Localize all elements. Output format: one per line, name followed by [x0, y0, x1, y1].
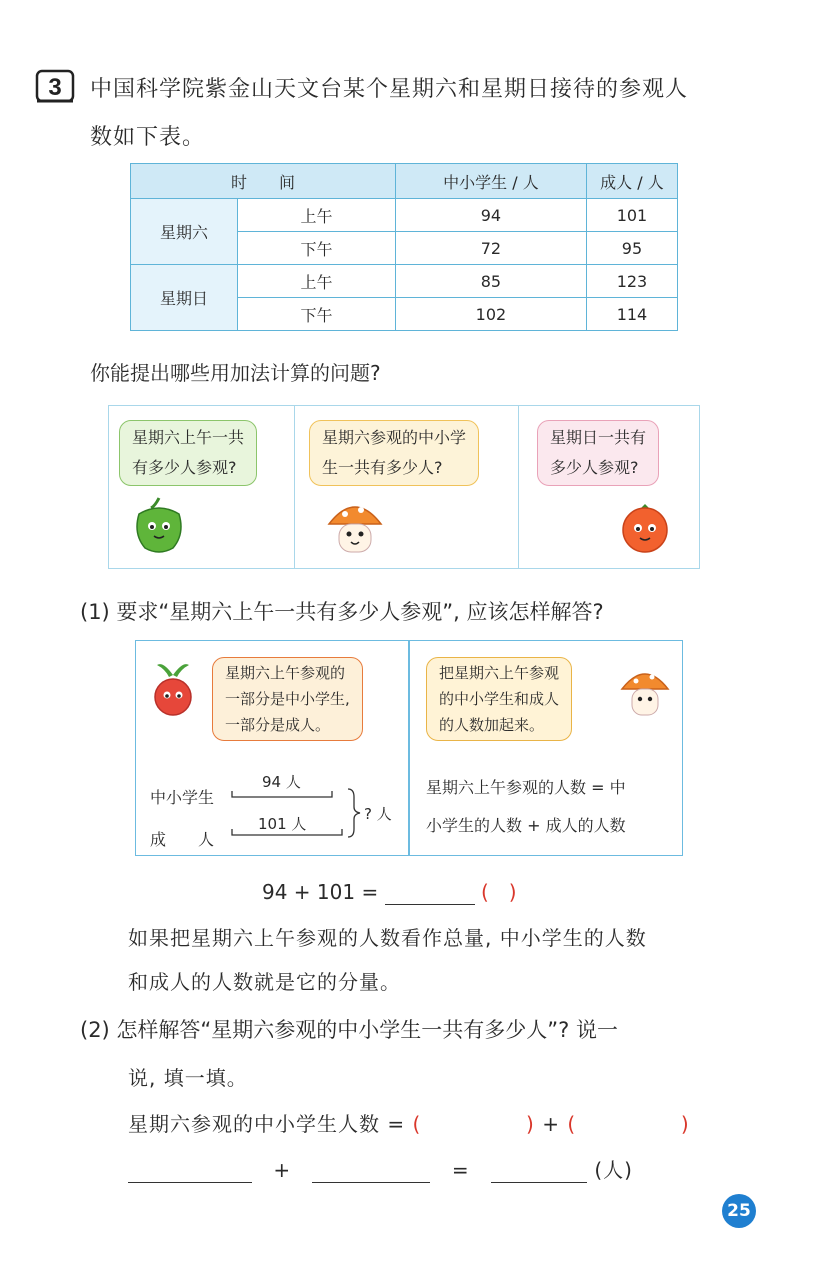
- day-cell: 星期六: [131, 199, 238, 265]
- tomato-icon: [615, 498, 675, 558]
- question-text-line2: 数如下表。: [90, 125, 206, 150]
- period-cell: 上午: [238, 265, 396, 298]
- fill-blank[interactable]: [491, 1162, 587, 1183]
- plus-sign: +: [273, 1158, 292, 1182]
- plus-sign: +: [542, 1112, 560, 1136]
- bubble-line: 星期日一共有: [550, 428, 647, 447]
- formula-line: [128, 1108, 690, 1137]
- part2-question-line2: 说, 填一填。: [128, 1066, 248, 1090]
- mushroom-icon: [620, 665, 670, 721]
- speech-bubble: [309, 420, 479, 486]
- bubble-line: 一部分是成人。: [225, 716, 331, 734]
- formula-lead: 星期六参观的中小学生人数 =: [128, 1112, 406, 1136]
- answer-blank[interactable]: [385, 884, 475, 905]
- part1-question: (1) 要求“星期六上午一共有多少人参观”, 应该怎样解答?: [80, 600, 604, 624]
- question-text-line1: 中国科学院紫金山天文台某个星期六和星期日接待的参观人: [90, 77, 689, 102]
- open-paren[interactable]: (: [412, 1112, 422, 1136]
- bubble-line: 星期六参观的中小学: [322, 428, 467, 447]
- students-cell: 94: [395, 199, 586, 232]
- header-students: 中小学生 / 人: [395, 164, 586, 199]
- mushroom-icon: [325, 496, 385, 560]
- visitor-table: [130, 163, 678, 331]
- table-row: [131, 265, 678, 298]
- adults-cell: 123: [586, 265, 677, 298]
- header-adults: 成人 / 人: [586, 164, 677, 199]
- bubble-line: 一部分是中小学生,: [225, 690, 350, 708]
- bubble-line: 星期六上午参观的: [225, 664, 346, 682]
- close-paren: ): [680, 1112, 690, 1136]
- bubble-line: 的中小学生和成人: [439, 690, 560, 708]
- label-students: 中小学生: [150, 788, 215, 807]
- part2-question-line1: (2) 怎样解答“星期六参观的中小学生一共有多少人”? 说一: [80, 1018, 618, 1042]
- header-time: 时 间: [131, 164, 396, 199]
- explain-line2: 和成人的人数就是它的分量。: [128, 970, 401, 994]
- part1-solution-box: [135, 640, 683, 856]
- value-adults: 101 人: [258, 815, 307, 833]
- panel-mushroom: [294, 405, 520, 569]
- panel-pepper: [108, 405, 296, 569]
- relation-line1: 星期六上午参观的人数 = 中: [426, 778, 626, 797]
- adults-cell: 114: [586, 298, 677, 331]
- box-divider: [408, 641, 410, 855]
- prompt-text: 你能提出哪些用加法计算的问题?: [90, 361, 381, 385]
- close-paren: ): [526, 1112, 535, 1136]
- students-cell: 85: [395, 265, 586, 298]
- bubble-line: 多少人参观?: [550, 458, 639, 477]
- speech-bubble-left: [212, 657, 363, 741]
- question-number: 3: [48, 74, 62, 101]
- green-pepper-icon: [129, 494, 189, 558]
- fill-blank[interactable]: [312, 1162, 430, 1183]
- adults-cell: 101: [586, 199, 677, 232]
- explain-line1: 如果把星期六上午参观的人数看作总量, 中小学生的人数: [128, 926, 647, 950]
- value-students: 94 人: [262, 773, 301, 791]
- page-number: 25: [722, 1194, 756, 1228]
- unit-label: (人): [594, 1158, 633, 1182]
- bubble-line: 星期六上午一共: [132, 428, 245, 447]
- bubble-line: 生一共有多少人?: [322, 458, 443, 477]
- fill-line: [128, 1154, 633, 1183]
- open-paren[interactable]: (: [567, 1112, 577, 1136]
- label-adults: 成 人: [150, 830, 215, 849]
- radish-icon: [148, 661, 198, 723]
- equation-text: 94 + 101 =: [262, 880, 379, 904]
- bubble-line: 有多少人参观?: [132, 458, 237, 477]
- students-cell: 102: [395, 298, 586, 331]
- panel-tomato: [518, 405, 700, 569]
- diagram-question: ? 人: [364, 805, 392, 823]
- table-header-row: [131, 164, 678, 199]
- question-number-badge: [34, 68, 76, 106]
- fill-blank[interactable]: [128, 1162, 252, 1183]
- bubble-line: 把星期六上午参观: [439, 664, 560, 682]
- period-cell: 下午: [238, 232, 396, 265]
- period-cell: 下午: [238, 298, 396, 331]
- adults-cell: 95: [586, 232, 677, 265]
- equation-line: [262, 876, 517, 905]
- equals-sign: =: [451, 1158, 470, 1182]
- relation-line2: 小学生的人数 + 成人的人数: [426, 816, 626, 835]
- speech-bubble: [119, 420, 257, 486]
- bubble-line: 的人数加起来。: [439, 716, 545, 734]
- period-cell: 上午: [238, 199, 396, 232]
- students-cell: 72: [395, 232, 586, 265]
- table-row: [131, 199, 678, 232]
- unit-paren[interactable]: ( ): [480, 880, 517, 904]
- day-cell: 星期日: [131, 265, 238, 331]
- speech-bubble-right: [426, 657, 572, 741]
- speech-bubble: [537, 420, 659, 486]
